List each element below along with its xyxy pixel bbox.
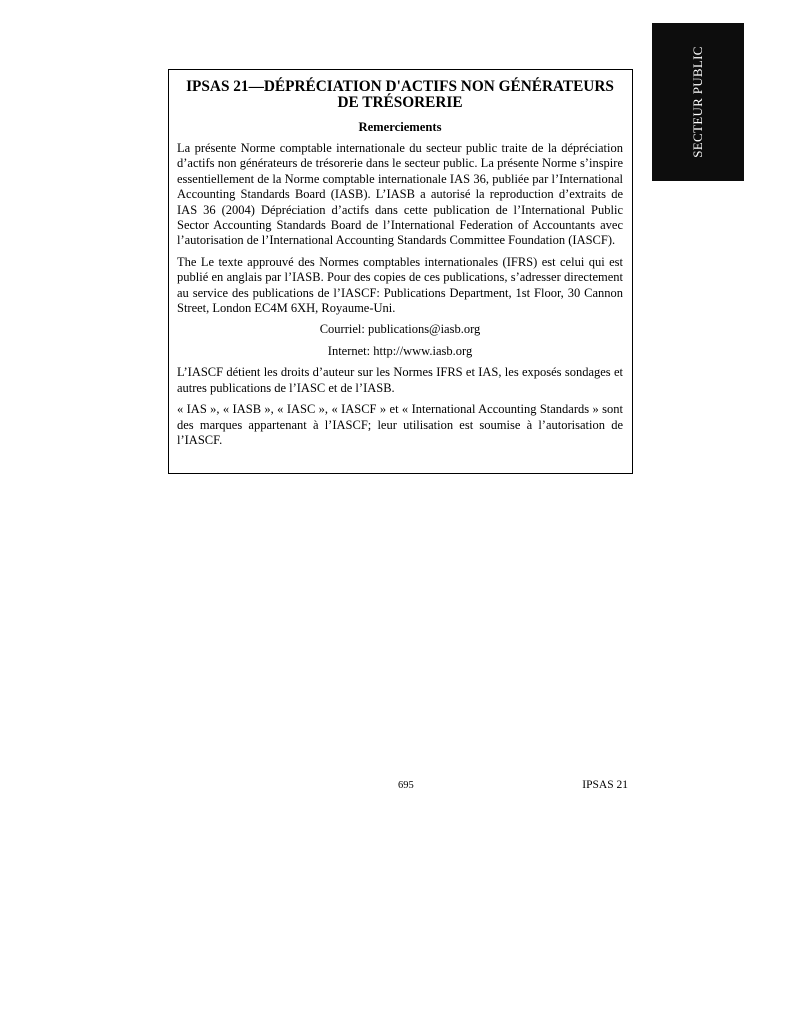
page-number: 695 — [398, 780, 414, 791]
paragraph-trademarks: « IAS », « IASB », « IASC », « IASCF » et « International Accounting Standards » sont des marques appartenant à l’IASCF; leur utilisation est soumise à l’autorisation de l’IASCF. — [177, 402, 623, 447]
section-side-tab — [652, 23, 744, 181]
document-title-line-1: IPSAS 21—DÉPRÉCIATION D'ACTIFS NON GÉNÉRATEURS — [186, 78, 614, 95]
side-tab-label: SECTEUR PUBLIC — [690, 46, 705, 158]
document-title — [177, 79, 623, 111]
paragraph-copyright: L’IASCF détient les droits d’auteur sur les Normes IFRS et IAS, les exposés sondages et autres publications de l’IASC et de l’IASB. — [177, 365, 623, 395]
paragraph-approved-text: The Le texte approuvé des Normes comptables internationales (IFRS) est celui qui est publié en anglais par l’IASB. Pour des copies de ces publications, s’adresser directement au service des publications de l’IASCF: Publications Department, 1st Floor, 30 Cannon Street, London EC4M 6XH, Royaume-Uni. — [177, 254, 623, 316]
internet-line: Internet: http://www.iasb.org — [327, 343, 473, 358]
document-title-line-2: DE TRÉSORERIE — [337, 94, 463, 111]
paragraph-standard-scope: La présente Norme comptable internationale du secteur public traite de la dépréciation d’actifs non générateurs de trésorerie dans le secteur public. La présente Norme s’inspire essentiellement de la Norme comptable internationale IAS 36, publiée par l’International Accounting Standards Board (IASB). L’IASB a autorisé la reproduction d’extraits de IAS 36 (2004) Dépréciation d’actifs dans cette publication de l’International Public Sector Accounting Standards Board de l’International Federation of Accountants avec l’autorisation de l’International Accounting Standards Committee Foundation (IASCF). — [177, 141, 623, 248]
running-footer-title: IPSAS 21 — [582, 779, 628, 791]
acknowledgments-heading: Remerciements — [358, 120, 442, 134]
email-line: Courriel: publications@iasb.org — [319, 322, 481, 337]
acknowledgment-box — [168, 69, 633, 474]
